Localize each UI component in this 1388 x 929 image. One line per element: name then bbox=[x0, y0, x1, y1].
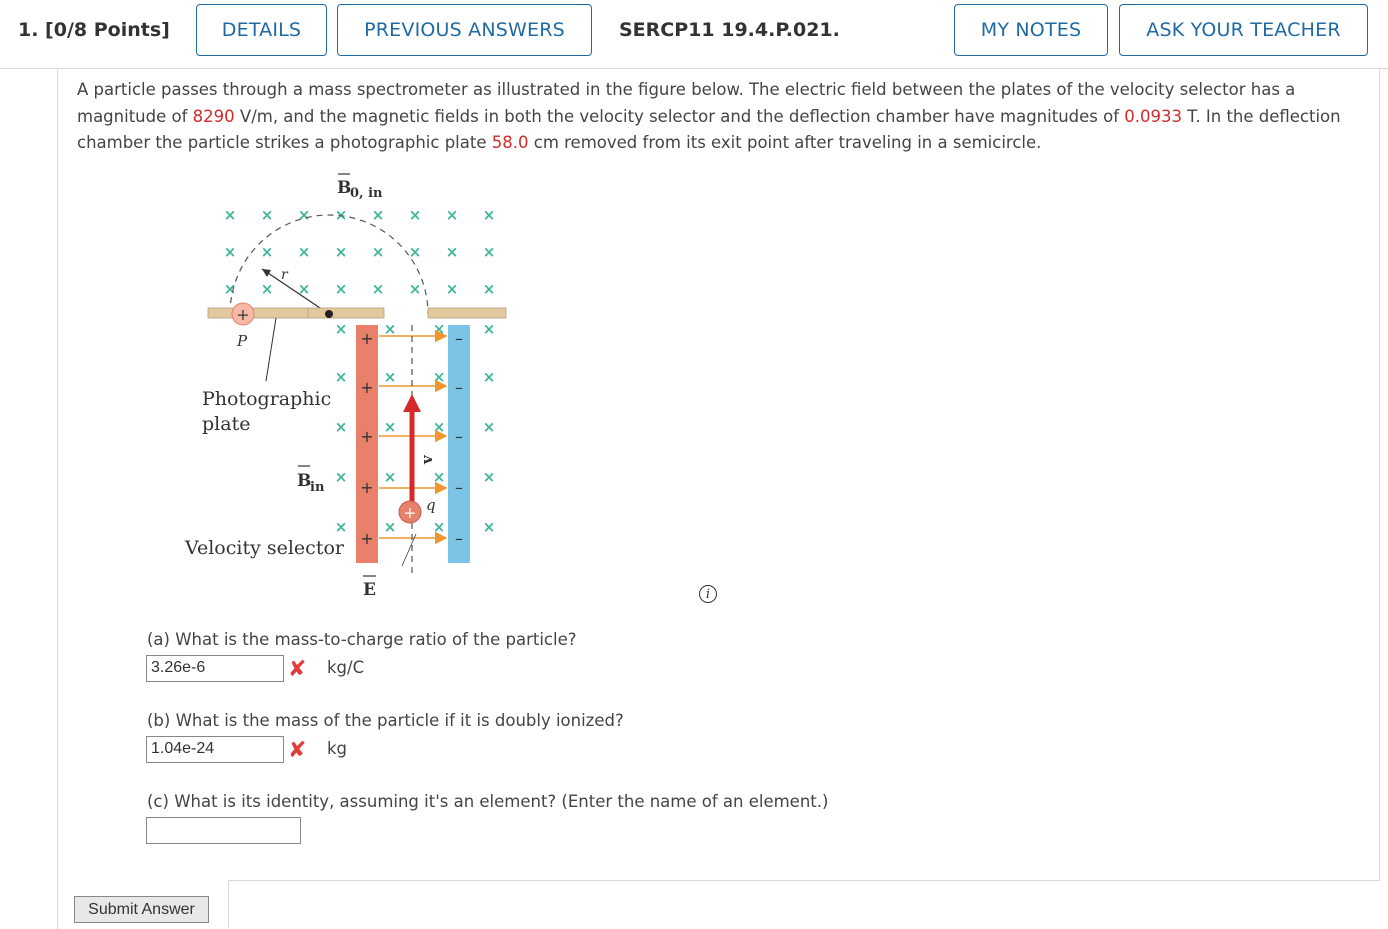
problem-text: A particle passes through a mass spectrometer as illustrated in the figure below. The electric field between the plates of the velocity selector has a magnitude of bbox=[77, 80, 1296, 126]
field-x-mark: × bbox=[297, 206, 311, 224]
plate-plus-sign: + bbox=[360, 329, 374, 348]
field-x-mark: × bbox=[334, 320, 348, 338]
problem-text: V/m, and the magnetic fields in both the velocity selector and the deflection chamber have magnitudes of bbox=[234, 106, 1125, 126]
electric-field-value: 8290 bbox=[192, 106, 235, 126]
radius-arrowhead bbox=[262, 269, 271, 277]
field-x-mark: × bbox=[334, 518, 348, 536]
field-x-mark: × bbox=[334, 206, 348, 224]
field-x-mark: × bbox=[445, 206, 459, 224]
field-x-mark: × bbox=[482, 418, 496, 436]
plus-sign: + bbox=[236, 305, 250, 324]
content-border-left bbox=[57, 69, 58, 929]
answer-a-unit: kg/C bbox=[327, 658, 365, 677]
field-x-mark: × bbox=[432, 518, 446, 536]
field-x-mark: × bbox=[334, 368, 348, 386]
photographic-plate-left bbox=[208, 308, 308, 318]
magnetic-field-value: 0.0933 bbox=[1124, 106, 1183, 126]
plate-plus-sign: + bbox=[360, 378, 374, 397]
field-x-mark: × bbox=[432, 418, 446, 436]
e-field-label: E bbox=[363, 580, 376, 600]
velocity-label: v bbox=[418, 455, 436, 464]
question-number: 1. [0/8 Points] bbox=[18, 19, 170, 41]
plate-minus-sign: – bbox=[455, 529, 463, 548]
answer-c-input[interactable] bbox=[146, 817, 301, 844]
plate-minus-sign: – bbox=[455, 478, 463, 497]
field-x-mark: × bbox=[383, 320, 397, 338]
photographic-label: Photographic bbox=[202, 388, 332, 410]
particle-charge-sign: + bbox=[403, 503, 417, 522]
magnetic-field-marks-top bbox=[224, 206, 496, 298]
field-x-mark: × bbox=[260, 243, 274, 261]
photographic-plate bbox=[308, 308, 384, 318]
exit-slit-plate bbox=[428, 308, 506, 318]
field-x-mark: × bbox=[445, 280, 459, 298]
b0-subscript: 0, in bbox=[350, 186, 383, 201]
plate-plus-sign: + bbox=[360, 529, 374, 548]
question-b-prompt: (b) What is the mass of the particle if it is doubly ionized? bbox=[147, 711, 624, 730]
field-x-mark: × bbox=[432, 468, 446, 486]
problem-text: cm removed from its exit point after traveling in a semicircle. bbox=[528, 133, 1042, 152]
field-x-mark: × bbox=[334, 280, 348, 298]
info-icon[interactable]: i bbox=[699, 585, 717, 603]
field-x-mark: × bbox=[408, 243, 422, 261]
field-x-mark: × bbox=[334, 418, 348, 436]
field-x-mark: × bbox=[482, 243, 496, 261]
plate-plus-sign: + bbox=[360, 427, 374, 446]
exit-point bbox=[325, 310, 333, 318]
b0-label: B bbox=[337, 178, 352, 198]
question-a-prompt: (a) What is the mass-to-charge ratio of the particle? bbox=[147, 630, 577, 649]
plate-leader-line bbox=[266, 318, 276, 381]
field-x-mark: × bbox=[260, 206, 274, 224]
field-x-mark: × bbox=[445, 243, 459, 261]
plate-minus-sign: – bbox=[455, 427, 463, 446]
header-divider bbox=[0, 68, 1388, 69]
field-x-mark: × bbox=[482, 320, 496, 338]
problem-statement bbox=[77, 77, 1367, 157]
field-x-mark: × bbox=[383, 368, 397, 386]
question-header bbox=[0, 0, 1388, 68]
field-x-mark: × bbox=[482, 368, 496, 386]
answer-b-unit: kg bbox=[327, 739, 348, 758]
field-x-mark: × bbox=[334, 243, 348, 261]
field-x-mark: × bbox=[371, 243, 385, 261]
field-x-mark: × bbox=[482, 468, 496, 486]
field-x-mark: × bbox=[371, 280, 385, 298]
field-x-mark: × bbox=[482, 518, 496, 536]
field-x-mark: × bbox=[482, 206, 496, 224]
answer-b-input[interactable]: 1.04e-24 bbox=[146, 736, 284, 763]
ask-your-teacher-button[interactable]: ASK YOUR TEACHER bbox=[1119, 4, 1368, 56]
content-border-right bbox=[1379, 69, 1380, 881]
field-x-mark: × bbox=[371, 206, 385, 224]
problem-code: SERCP11 19.4.P.021. bbox=[619, 19, 840, 41]
problem-text: T. In the deflection chamber the particle strikes a photographic plate bbox=[77, 106, 1341, 152]
field-x-mark: × bbox=[297, 280, 311, 298]
content-border-bottom-left bbox=[228, 880, 229, 928]
point-p-label: P bbox=[237, 332, 248, 350]
field-x-mark: × bbox=[223, 206, 237, 224]
content-border-bottom bbox=[228, 880, 1380, 881]
mass-spectrometer-figure bbox=[180, 168, 530, 608]
semicircle-path bbox=[230, 215, 428, 314]
field-x-mark: × bbox=[432, 320, 446, 338]
my-notes-button[interactable]: MY NOTES bbox=[954, 4, 1108, 56]
details-button[interactable]: DETAILS bbox=[196, 4, 327, 56]
question-c-prompt: (c) What is its identity, assuming it's an element? (Enter the name of an element.) bbox=[147, 792, 829, 811]
plate-minus-sign: – bbox=[455, 329, 463, 348]
field-x-mark: × bbox=[223, 243, 237, 261]
plate-plus-sign: + bbox=[360, 478, 374, 497]
field-x-mark: × bbox=[383, 418, 397, 436]
field-x-mark: × bbox=[383, 468, 397, 486]
radius-label: r bbox=[281, 267, 288, 283]
previous-answers-button[interactable]: PREVIOUS ANSWERS bbox=[337, 4, 592, 56]
field-x-mark: × bbox=[408, 280, 422, 298]
velocity-arrowhead bbox=[403, 394, 421, 412]
b-in-subscript: in bbox=[310, 480, 325, 495]
charge-label: q bbox=[426, 496, 436, 514]
field-x-mark: × bbox=[383, 518, 397, 536]
field-x-mark: × bbox=[408, 206, 422, 224]
field-x-mark: × bbox=[334, 468, 348, 486]
plate-label: plate bbox=[202, 413, 251, 435]
incorrect-icon: ✘ bbox=[288, 738, 307, 763]
field-x-mark: × bbox=[297, 243, 311, 261]
field-x-mark: × bbox=[223, 280, 237, 298]
incorrect-icon: ✘ bbox=[288, 657, 307, 682]
answer-a-input[interactable]: 3.26e-6 bbox=[146, 655, 284, 682]
b-in-label: B bbox=[297, 471, 312, 491]
field-x-mark: × bbox=[260, 280, 274, 298]
velocity-selector-label: Velocity selector bbox=[185, 537, 344, 559]
plate-minus-sign: – bbox=[455, 378, 463, 397]
distance-value: 58.0 bbox=[491, 133, 529, 152]
field-x-mark: × bbox=[432, 368, 446, 386]
submit-answer-button[interactable]: Submit Answer bbox=[74, 896, 209, 923]
field-x-mark: × bbox=[482, 280, 496, 298]
